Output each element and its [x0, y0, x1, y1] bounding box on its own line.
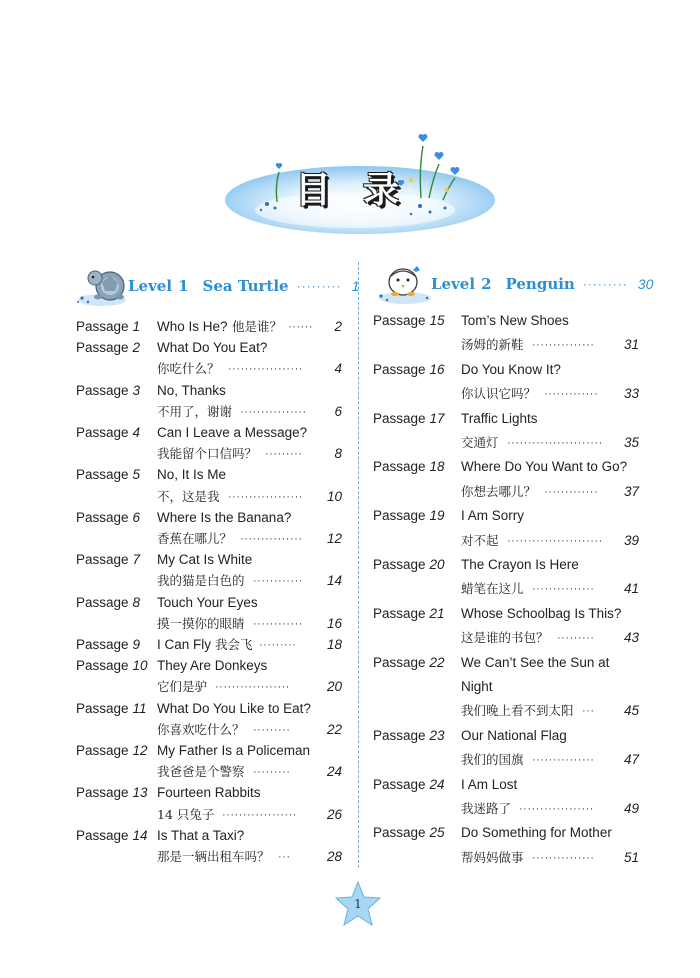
page-number-ref: 37 — [623, 483, 639, 499]
level-2-leader: ········· — [582, 277, 628, 291]
page-number-ref: 22 — [326, 721, 342, 737]
page-number-ref: 20 — [326, 679, 342, 695]
passage-number: 11 — [132, 700, 147, 716]
passage-number: 4 — [132, 425, 141, 440]
passage-label — [373, 655, 445, 671]
dot-leader: ········· — [253, 766, 291, 779]
passage-title-en: I Can Fly — [157, 637, 212, 652]
dot-leader: ········· — [265, 448, 303, 461]
dot-leader: ··· — [582, 705, 595, 718]
passage-title-zh: 汤姆的新鞋 — [461, 337, 524, 353]
dot-leader: ······················· — [507, 534, 603, 547]
dot-leader: ·················· — [222, 808, 297, 821]
passage-title-en: What Do You Eat? — [157, 340, 268, 356]
page-number-ref: 18 — [326, 637, 342, 652]
page-number-ref: 51 — [623, 849, 639, 865]
passage-label — [373, 313, 445, 329]
passage-number: 8 — [132, 594, 141, 610]
passage-title-en-cont: Night — [461, 678, 493, 694]
passage-word: Passage — [373, 776, 426, 792]
passage-number: 9 — [132, 637, 141, 652]
page-number-ref: 35 — [623, 434, 639, 450]
page-number-ref: 33 — [623, 386, 639, 402]
dot-leader: ················ — [240, 405, 307, 418]
passage-label — [76, 743, 148, 759]
passage-title-en: Do Something for Mother — [461, 825, 612, 841]
page-number-ref: 45 — [623, 703, 639, 719]
passage-title-en: We Can’t See the Sun at — [461, 654, 610, 670]
passage-number: 23 — [429, 727, 445, 743]
level-2-page: 30 — [637, 276, 654, 292]
passage-label — [76, 319, 140, 335]
page-title-char-2: 录 — [363, 169, 400, 211]
passage-title-zh: 我能留个口信吗？ — [157, 446, 258, 462]
passage-word: Passage — [76, 785, 129, 801]
dot-leader: ········· — [259, 639, 297, 651]
passage-title-zh: 我的猫是白色的 — [157, 573, 245, 589]
passage-title-en: No, It Is Me — [157, 467, 227, 483]
passage-title-en: Traffic Lights — [461, 410, 538, 426]
passage-title-zh: 它们是驴 — [157, 679, 208, 695]
passage-title-en: Is That a Taxi? — [157, 827, 245, 843]
page-number-ref: 47 — [623, 752, 639, 768]
passage-number: 16 — [429, 361, 445, 377]
passage-word: Passage — [373, 313, 426, 328]
page-number-ref: 10 — [326, 488, 342, 504]
passage-word: Passage — [373, 459, 426, 475]
passage-word: Passage — [373, 361, 426, 377]
page-title-char-1: 目 — [295, 169, 332, 211]
dot-leader: ··············· — [532, 339, 595, 352]
passage-title-en: My Father Is a Policeman — [157, 743, 311, 758]
level-2-label: Level 2 — [431, 275, 492, 293]
passage-number: 22 — [429, 654, 445, 670]
page-number-ref: 49 — [623, 800, 639, 816]
passage-label — [373, 411, 445, 427]
passage-number: 18 — [429, 459, 445, 475]
passage-title-en: Fourteen Rabbits — [157, 785, 261, 801]
page-number-ref: 2 — [334, 319, 342, 334]
passage-title-zh: 蜡笔在这儿 — [461, 581, 524, 597]
passage-label — [76, 637, 140, 653]
passage-label — [76, 425, 140, 441]
passage-title-en: They Are Donkeys — [157, 658, 268, 674]
passage-title-zh: 帮妈妈做事 — [461, 849, 524, 865]
dot-leader: ·················· — [228, 363, 303, 376]
passage-title-zh: 14 只兔子 — [157, 806, 215, 822]
passage-word: Passage — [76, 509, 129, 525]
passage-number: 19 — [429, 508, 445, 524]
passage-word: Passage — [76, 594, 129, 610]
page-number-ref: 14 — [326, 573, 342, 589]
passage-label — [373, 557, 445, 573]
passage-title-en: Tom’s New Shoes — [461, 313, 569, 328]
page-number-ref: 31 — [623, 337, 639, 353]
column-divider — [358, 262, 359, 868]
dot-leader: ············· — [544, 388, 599, 401]
passage-title-zh: 你想去哪儿？ — [461, 483, 537, 499]
penguin-icon — [375, 262, 431, 306]
passage-number: 5 — [132, 467, 141, 483]
passage-title-en: The Crayon Is Here — [461, 557, 579, 572]
passage-number: 3 — [132, 382, 141, 398]
dot-leader: ············ — [253, 575, 303, 588]
page-number-ref: 16 — [326, 615, 342, 631]
passage-title-zh: 我迷路了 — [461, 800, 512, 816]
passage-label — [373, 728, 445, 744]
passage-title-en: My Cat Is White — [157, 552, 253, 568]
passage-title-en: What Do You Like to Eat? — [157, 700, 311, 716]
dot-leader: ······ — [288, 321, 313, 333]
passage-title-zh: 交通灯 — [461, 434, 499, 450]
page-number-ref: 26 — [326, 806, 342, 822]
passage-number: 6 — [132, 509, 141, 525]
passage-number: 10 — [132, 658, 148, 674]
dot-leader: ·················· — [228, 490, 303, 503]
passage-title-zh: 我们的国旗 — [461, 752, 524, 768]
passage-label — [373, 362, 445, 378]
page-number-ref: 39 — [623, 532, 639, 548]
passage-number: 20 — [429, 557, 445, 572]
passage-title-en: Can I Leave a Message? — [157, 425, 308, 440]
passage-label — [76, 552, 140, 568]
dot-leader: ··············· — [532, 851, 595, 864]
passage-title-zh: 我爸爸是个警察 — [157, 764, 245, 780]
passage-word: Passage — [373, 557, 426, 572]
passage-title-en: No, Thanks — [157, 382, 226, 398]
passage-number: 25 — [429, 825, 445, 841]
passage-word: Passage — [76, 700, 129, 716]
passage-title-en: Whose Schoolbag Is This? — [461, 605, 622, 621]
passage-title-en: Where Is the Banana? — [157, 509, 292, 525]
dot-leader: ········· — [557, 632, 595, 645]
passage-word: Passage — [373, 654, 426, 670]
dot-leader: ······················· — [507, 436, 603, 449]
page-number-ref: 43 — [623, 630, 639, 646]
passage-title-zh: 摸一摸你的眼睛 — [157, 615, 245, 631]
passage-title-zh: 他是谁？ — [232, 319, 283, 334]
passage-title-zh: 我们晚上看不到太阳 — [461, 703, 574, 719]
passage-number: 2 — [132, 340, 141, 356]
passage-title-zh: 香蕉在哪儿？ — [157, 530, 233, 546]
passage-title-en: Who Is He? — [157, 319, 228, 334]
passage-number: 7 — [132, 552, 141, 568]
passage-title-zh: 这是谁的书包？ — [461, 630, 549, 646]
passage-number: 21 — [429, 605, 445, 621]
passage-label — [373, 606, 445, 622]
banner-cloud-graphic — [215, 128, 505, 240]
level-2-name: Penguin — [505, 275, 575, 293]
passage-label — [373, 508, 445, 524]
level-1-label: Level 1 — [128, 277, 189, 295]
passage-label — [76, 383, 140, 399]
passage-word: Passage — [373, 605, 426, 621]
dot-leader: ··· — [278, 850, 291, 863]
passage-label — [76, 658, 148, 674]
passage-title-zh: 对不起 — [461, 532, 499, 548]
level-1-header[interactable] — [72, 266, 359, 306]
passage-word: Passage — [373, 727, 426, 743]
passage-number: 12 — [132, 743, 148, 758]
passage-word: Passage — [76, 658, 129, 674]
sea-turtle-icon — [72, 264, 128, 308]
level-2-header[interactable] — [375, 264, 653, 304]
passage-word: Passage — [76, 637, 129, 652]
page-number-ref: 6 — [334, 403, 342, 419]
passage-number: 14 — [132, 827, 148, 843]
passage-label — [373, 777, 445, 793]
passage-title-en: Do You Know It? — [461, 361, 561, 377]
page-number-ref: 8 — [334, 446, 342, 462]
passage-word: Passage — [76, 467, 129, 483]
page-number: 1 — [354, 897, 362, 911]
dot-leader: ··············· — [240, 532, 303, 545]
title-banner — [215, 128, 505, 240]
passage-label — [76, 467, 140, 483]
page-number-ref: 12 — [326, 530, 342, 546]
passage-word: Passage — [76, 552, 129, 568]
passage-word: Passage — [76, 382, 129, 398]
passage-title-en: Our National Flag — [461, 727, 567, 743]
passage-label — [76, 828, 148, 844]
dot-leader: ············ — [253, 617, 303, 630]
passage-word: Passage — [373, 410, 426, 426]
passage-title-en: Touch Your Eyes — [157, 594, 258, 610]
page-number-ref: 24 — [326, 764, 342, 780]
passage-title-en: Where Do You Want to Go? — [461, 459, 628, 475]
level-1-leader: ········· — [296, 279, 342, 293]
passage-label — [373, 825, 445, 841]
passage-word: Passage — [76, 743, 129, 758]
dot-leader: ··············· — [532, 583, 595, 596]
dot-leader: ··············· — [532, 754, 595, 767]
passage-label — [373, 459, 445, 475]
passage-title-en: I Am Sorry — [461, 508, 525, 524]
passage-title-zh: 不，这是我 — [157, 488, 220, 504]
passage-word: Passage — [76, 425, 129, 440]
passage-title-en: I Am Lost — [461, 776, 518, 792]
passage-title-zh: 你喜欢吃什么？ — [157, 721, 245, 737]
passage-label — [76, 785, 148, 801]
passage-title-zh: 那是一辆出租车吗？ — [157, 848, 270, 864]
passage-title-zh: 不用了，谢谢 — [157, 403, 233, 419]
passage-number: 24 — [429, 776, 445, 792]
passage-number: 15 — [429, 313, 445, 328]
page-number-ref: 41 — [623, 581, 639, 597]
page-number-ref: 28 — [326, 848, 342, 864]
page-number-star — [333, 880, 383, 928]
passage-title-zh: 你认识它吗？ — [461, 386, 537, 402]
dot-leader: ········· — [253, 723, 291, 736]
passage-word: Passage — [76, 340, 129, 356]
dot-leader: ·················· — [215, 681, 290, 694]
passage-number: 1 — [132, 319, 141, 334]
level-1-name: Sea Turtle — [202, 277, 289, 295]
passage-number: 17 — [429, 410, 445, 426]
level-1-page: 1 — [351, 278, 360, 294]
passage-word: Passage — [76, 827, 129, 843]
passage-word: Passage — [373, 508, 426, 524]
passage-label — [76, 701, 147, 717]
passage-label — [76, 595, 140, 611]
page-number-ref: 4 — [334, 361, 342, 377]
passage-label — [76, 510, 140, 526]
passage-title-zh: 我会飞 — [215, 637, 253, 652]
dot-leader: ·················· — [519, 802, 594, 815]
passage-word: Passage — [76, 319, 129, 334]
passage-word: Passage — [373, 825, 426, 841]
dot-leader: ············· — [544, 485, 599, 498]
passage-label — [76, 340, 140, 356]
passage-number: 13 — [132, 785, 148, 801]
passage-title-zh: 你吃什么？ — [157, 361, 220, 377]
